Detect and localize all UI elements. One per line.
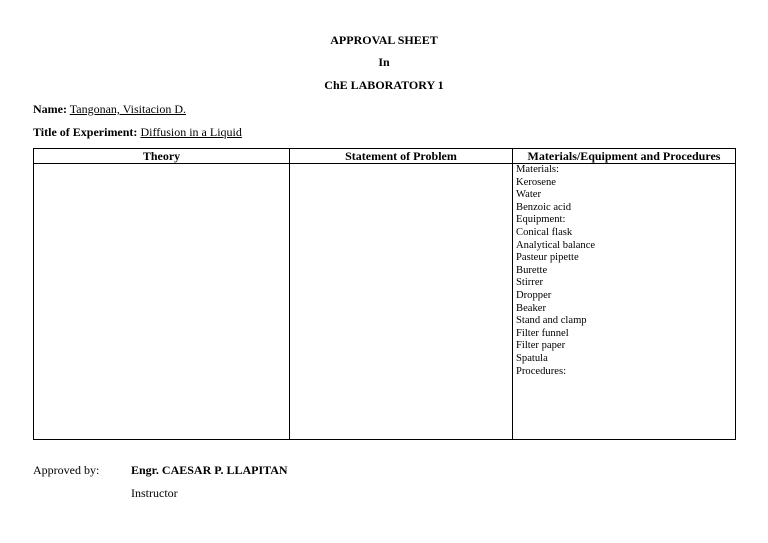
materials-cell	[513, 164, 736, 440]
name-field	[33, 102, 186, 117]
header-materials-procedures: Materials/Equipment and Procedures	[513, 149, 736, 164]
name-value: Tangonan, Visitacion D.	[69, 102, 186, 116]
statement-of-problem-cell	[290, 164, 513, 440]
approval-table	[33, 148, 736, 440]
table-header-row	[34, 149, 736, 164]
experiment-title-field	[33, 125, 242, 140]
theory-cell	[34, 164, 290, 440]
list-item: Filter funnel	[516, 327, 569, 339]
course-title: ChE LABORATORY 1	[324, 78, 444, 92]
experiment-title-value: Diffusion in a Liquid	[140, 125, 242, 139]
header-theory: Theory	[34, 149, 290, 164]
list-item: Equipment:	[516, 214, 566, 226]
table-body-row	[34, 164, 736, 440]
sheet-subtitle-in: In	[378, 55, 390, 69]
sheet-title: APPROVAL SHEET	[330, 33, 438, 47]
list-item: Spatula	[516, 352, 548, 364]
materials-list	[513, 164, 735, 378]
list-item: Materials:	[516, 164, 559, 175]
list-item: Pasteur pipette	[516, 252, 579, 264]
approver-role: Instructor	[131, 486, 178, 500]
approver-name: Engr. CAESAR P. LLAPITAN	[131, 463, 288, 477]
experiment-title-label: Title of Experiment:	[33, 125, 138, 139]
list-item: Dropper	[516, 289, 552, 301]
name-label: Name:	[33, 102, 67, 116]
list-item: Kerosene	[516, 176, 557, 188]
list-item: Water	[516, 189, 542, 201]
list-item: Filter paper	[516, 340, 566, 352]
header-statement-of-problem: Statement of Problem	[290, 149, 513, 164]
list-item: Stand and clamp	[516, 315, 587, 327]
list-item: Analytical balance	[516, 239, 596, 251]
list-item: Conical flask	[516, 226, 573, 238]
list-item: Benzoic acid	[516, 201, 572, 213]
approved-by-label: Approved by:	[33, 463, 100, 477]
list-item: Stirrer	[516, 277, 544, 289]
list-item: Beaker	[516, 302, 546, 314]
list-item: Procedures:	[516, 365, 567, 377]
list-item: Burette	[516, 264, 548, 276]
